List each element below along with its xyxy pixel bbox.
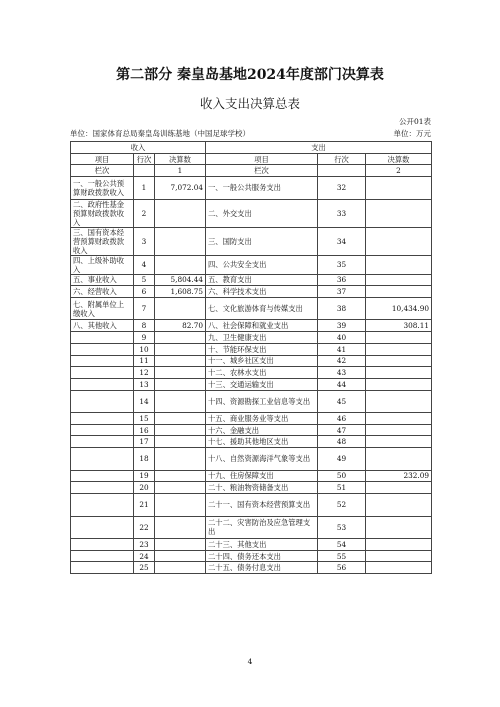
expense-item-cell: 二十、粮油物资储备支出 [206, 482, 318, 494]
expense-item-cell: 十、节能环保支出 [206, 343, 318, 355]
expense-amount-cell [366, 482, 432, 494]
expense-rowno-cell: 48 [318, 436, 366, 448]
expense-amount-cell [366, 255, 432, 274]
income-rowno-cell: 14 [134, 390, 155, 413]
income-item-cell: 三、国有资本经营预算财政拨款收入 [71, 227, 134, 255]
income-rowno-cell: 20 [134, 482, 155, 494]
expense-amount-cell [366, 494, 432, 517]
income-rowno-cell: 22 [134, 516, 155, 539]
income-section-header: 收入 [71, 142, 206, 154]
expense-rowno-cell: 36 [318, 274, 366, 286]
income-rowno-cell: 2 [134, 199, 155, 227]
expense-item-cell: 二十一、国有资本经营预算支出 [206, 494, 318, 517]
income-rowno-cell: 9 [134, 332, 155, 344]
income-amount-cell [155, 297, 206, 320]
income-rowno-cell: 15 [134, 413, 155, 425]
income-item-cell: 四、上级补助收入 [71, 255, 134, 274]
income-item-cell [71, 516, 134, 539]
expense-item-cell: 九、卫生健康支出 [206, 332, 318, 344]
income-amount-cell [155, 343, 206, 355]
expense-amount-cell [366, 448, 432, 471]
income-item-cell [71, 494, 134, 517]
expense-rowno-cell: 33 [318, 199, 366, 227]
table-row [71, 390, 432, 413]
table-row [71, 436, 432, 448]
income-item-cell [71, 470, 134, 482]
expense-item-cell: 一、一般公共服务支出 [206, 177, 318, 200]
expense-amount-cell [366, 378, 432, 390]
table-row [71, 494, 432, 517]
expense-amount-cell [366, 424, 432, 436]
expense-rowno-cell: 50 [318, 470, 366, 482]
expense-item-cell: 二、外交支出 [206, 199, 318, 227]
unit-name: 单位：国家体育总局秦皇岛训练基地（中国足球学校） [70, 129, 250, 138]
income-amount-cell [155, 355, 206, 367]
expense-item-cell: 十九、住房保障支出 [206, 470, 318, 482]
income-col-blank [134, 165, 155, 177]
income-rowno-cell: 17 [134, 436, 155, 448]
expense-item-cell: 十二、农林水支出 [206, 367, 318, 379]
table-row [71, 199, 432, 227]
currency-unit: 单位：万元 [393, 129, 431, 138]
expense-amount-cell [366, 390, 432, 413]
income-rowno-cell: 6 [134, 286, 155, 298]
income-expense-table [70, 141, 432, 574]
income-item-cell [71, 448, 134, 471]
table-row [71, 378, 432, 390]
income-item-cell: 一、一般公共预算财政拨款收入 [71, 177, 134, 200]
income-amount-cell [155, 494, 206, 517]
income-rowno-cell: 11 [134, 355, 155, 367]
table-row [71, 177, 432, 200]
table-row [71, 448, 432, 471]
expense-rowno-cell: 49 [318, 448, 366, 471]
expense-rowno-cell: 35 [318, 255, 366, 274]
table-row [71, 274, 432, 286]
expense-rowno-cell: 32 [318, 177, 366, 200]
document-title: 第二部分 秦皇岛基地2024年度部门决算表 [116, 67, 384, 83]
expense-amount-cell [366, 199, 432, 227]
expense-amount-cell [366, 539, 432, 551]
expense-amount-cell [366, 343, 432, 355]
income-item-cell [71, 539, 134, 551]
income-item-cell [71, 378, 134, 390]
income-amount-cell [155, 255, 206, 274]
income-col-label: 栏次 [71, 165, 134, 177]
expense-amount-header: 决算数 [366, 153, 432, 165]
income-item-cell: 二、政府性基金预算财政拨款收入 [71, 199, 134, 227]
expense-rowno-cell: 37 [318, 286, 366, 298]
income-item-cell [71, 343, 134, 355]
expense-rowno-cell: 45 [318, 390, 366, 413]
income-rowno-cell: 4 [134, 255, 155, 274]
income-rowno-cell: 13 [134, 378, 155, 390]
expense-item-cell: 十八、自然资源海洋气象等支出 [206, 448, 318, 471]
income-item-cell: 八、其他收入 [71, 320, 134, 332]
income-amount-cell [155, 424, 206, 436]
expense-item-cell: 十四、资源勘探工业信息等支出 [206, 390, 318, 413]
income-amount-cell [155, 436, 206, 448]
table-row [71, 367, 432, 379]
expense-amount-cell [366, 413, 432, 425]
expense-rowno-header: 行次 [318, 153, 366, 165]
income-item-cell [71, 436, 134, 448]
table-row [71, 332, 432, 344]
income-amount-cell [155, 367, 206, 379]
income-amount-cell [155, 516, 206, 539]
expense-amount-cell [366, 436, 432, 448]
expense-item-cell: 二十三、其他支出 [206, 539, 318, 551]
expense-rowno-cell: 47 [318, 424, 366, 436]
income-amount-cell [155, 332, 206, 344]
income-amount-cell: 7,072.04 [155, 177, 206, 200]
expense-col-label: 栏次 [206, 165, 318, 177]
expense-amount-cell: 10,434.90 [366, 297, 432, 320]
table-row [71, 470, 432, 482]
income-rowno-cell: 8 [134, 320, 155, 332]
income-item-cell [71, 482, 134, 494]
income-item-cell: 六、经营收入 [71, 286, 134, 298]
expense-amount-cell [366, 562, 432, 574]
expense-item-cell: 十七、援助其他地区支出 [206, 436, 318, 448]
income-rowno-cell: 21 [134, 494, 155, 517]
expense-item-cell: 五、教育支出 [206, 274, 318, 286]
expense-amount-cell [366, 274, 432, 286]
income-col-index: 1 [155, 165, 206, 177]
expense-rowno-cell: 41 [318, 343, 366, 355]
expense-amount-cell [366, 286, 432, 298]
income-item-cell [71, 424, 134, 436]
expense-item-cell: 二十四、债务还本支出 [206, 550, 318, 562]
expense-rowno-cell: 56 [318, 562, 366, 574]
income-amount-cell [155, 199, 206, 227]
table-row [71, 286, 432, 298]
income-rowno-header: 行次 [134, 153, 155, 165]
expense-rowno-cell: 54 [318, 539, 366, 551]
table-row [71, 297, 432, 320]
income-rowno-cell: 25 [134, 562, 155, 574]
expense-amount-cell [366, 367, 432, 379]
expense-rowno-cell: 44 [318, 378, 366, 390]
expense-col-blank [318, 165, 366, 177]
income-amount-cell [155, 378, 206, 390]
expense-section-header: 支出 [206, 142, 432, 154]
income-rowno-cell: 16 [134, 424, 155, 436]
expense-amount-cell [366, 516, 432, 539]
expense-rowno-cell: 39 [318, 320, 366, 332]
income-amount-cell [155, 470, 206, 482]
income-item-cell [71, 332, 134, 344]
expense-item-cell: 十一、城乡社区支出 [206, 355, 318, 367]
income-item-cell [71, 550, 134, 562]
expense-amount-cell [366, 332, 432, 344]
expense-item-cell: 四、公共安全支出 [206, 255, 318, 274]
table-row [71, 320, 432, 332]
expense-rowno-cell: 38 [318, 297, 366, 320]
expense-amount-cell [366, 550, 432, 562]
income-rowno-cell: 3 [134, 227, 155, 255]
expense-amount-cell [366, 177, 432, 200]
expense-item-cell: 十三、交通运输支出 [206, 378, 318, 390]
expense-rowno-cell: 46 [318, 413, 366, 425]
income-amount-header: 决算数 [155, 153, 206, 165]
income-item-cell: 七、附属单位上缴收入 [71, 297, 134, 320]
table-subtitle: 收入支出决算总表 [199, 96, 300, 111]
table-row [71, 516, 432, 539]
section-header-row [71, 142, 432, 154]
table-row [71, 539, 432, 551]
table-row [71, 255, 432, 274]
expense-rowno-cell: 52 [318, 494, 366, 517]
income-amount-cell: 5,804.44 [155, 274, 206, 286]
table-row [71, 562, 432, 574]
income-rowno-cell: 12 [134, 367, 155, 379]
income-rowno-cell: 10 [134, 343, 155, 355]
expense-rowno-cell: 34 [318, 227, 366, 255]
expense-rowno-cell: 42 [318, 355, 366, 367]
expense-amount-cell: 308.11 [366, 320, 432, 332]
expense-item-header: 项目 [206, 153, 318, 165]
income-amount-cell [155, 562, 206, 574]
income-rowno-cell: 24 [134, 550, 155, 562]
expense-rowno-cell: 43 [318, 367, 366, 379]
table-row [71, 424, 432, 436]
table-row [71, 343, 432, 355]
expense-item-cell: 十六、金融支出 [206, 424, 318, 436]
income-amount-cell [155, 390, 206, 413]
income-rowno-cell: 19 [134, 470, 155, 482]
income-item-cell: 五、事业收入 [71, 274, 134, 286]
table-row [71, 413, 432, 425]
expense-rowno-cell: 40 [318, 332, 366, 344]
column-header-row [71, 153, 432, 165]
income-amount-cell [155, 227, 206, 255]
expense-item-cell: 二十五、债务付息支出 [206, 562, 318, 574]
expense-item-cell: 十五、商业服务业等支出 [206, 413, 318, 425]
income-rowno-cell: 5 [134, 274, 155, 286]
expense-amount-cell [366, 355, 432, 367]
expense-item-cell: 二十二、灾害防治及应急管理支出 [206, 516, 318, 539]
expense-rowno-cell: 55 [318, 550, 366, 562]
income-item-cell [71, 413, 134, 425]
expense-item-cell: 三、国防支出 [206, 227, 318, 255]
expense-amount-cell [366, 227, 432, 255]
column-index-row [71, 165, 432, 177]
income-amount-cell: 1,608.75 [155, 286, 206, 298]
expense-rowno-cell: 53 [318, 516, 366, 539]
page-number: 4 [247, 657, 253, 666]
income-amount-cell [155, 413, 206, 425]
expense-item-cell: 八、社会保障和就业支出 [206, 320, 318, 332]
form-number: 公开01表 [398, 117, 431, 126]
income-amount-cell [155, 448, 206, 471]
expense-item-cell: 七、文化旅游体育与传媒支出 [206, 297, 318, 320]
income-item-cell [71, 355, 134, 367]
table-row [71, 550, 432, 562]
table-row [71, 227, 432, 255]
income-item-cell [71, 562, 134, 574]
income-amount-cell [155, 539, 206, 551]
income-item-header: 项目 [71, 153, 134, 165]
expense-amount-cell: 232.09 [366, 470, 432, 482]
expense-col-index: 2 [366, 165, 432, 177]
expense-item-cell: 六、科学技术支出 [206, 286, 318, 298]
income-rowno-cell: 18 [134, 448, 155, 471]
income-rowno-cell: 7 [134, 297, 155, 320]
income-amount-cell: 82.70 [155, 320, 206, 332]
table-row [71, 355, 432, 367]
income-amount-cell [155, 482, 206, 494]
income-item-cell [71, 390, 134, 413]
income-rowno-cell: 1 [134, 177, 155, 200]
income-amount-cell [155, 550, 206, 562]
table-row [71, 482, 432, 494]
income-item-cell [71, 367, 134, 379]
income-rowno-cell: 23 [134, 539, 155, 551]
expense-rowno-cell: 51 [318, 482, 366, 494]
